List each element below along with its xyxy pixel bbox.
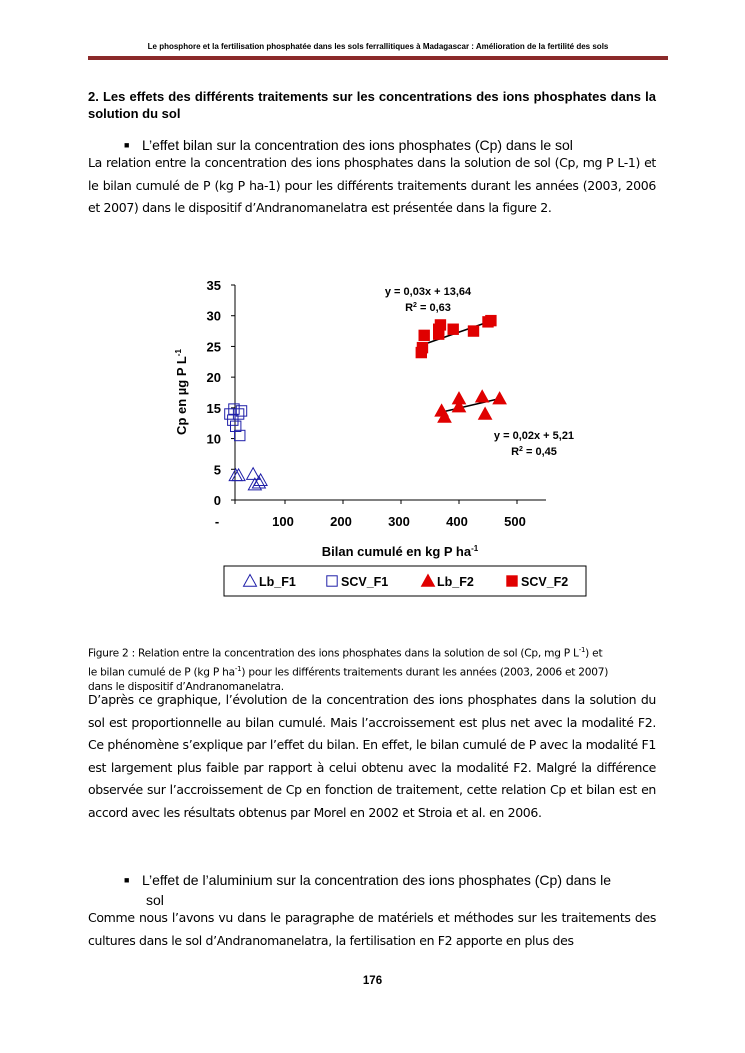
paragraph-analysis: D’après ce graphique, l’évolution de la concentration des ions phosphates dans la solution du sol est proportionnelle au bilan cumulé. Mais l’accroissement est plus net avec la modalité F2. Ce phénomène s’explique par l’effet du bilan. En effet, le bilan cumulé de P avec la modalité F1 est largement plus faible par rapport à celui obtenu avec la modalité F2. Malgré la différence observée sur l’accroissement de Cp en fonction de traitement, cette relation Cp et bilan est en accord avec les résultats obtenus par Morel en 2002 et Stroia et al. en 2006. [88, 692, 656, 820]
legend-label-scv-f2: SCV_F2 [521, 575, 569, 589]
page-number: 176 [362, 975, 383, 987]
legend-marker-scv-f1 [327, 576, 337, 586]
figure-caption [88, 643, 656, 695]
point-lb-f2 [476, 390, 489, 402]
x-tick-label: 300 [388, 514, 410, 529]
square-bullet-icon: ■ [124, 875, 130, 885]
bullet-heading-2-line-1: L’effet de l’aluminium sur la concentration des ions phosphates (Cp) dans le [142, 872, 612, 888]
bullet-heading-1-text: L’effet bilan sur la concentration des ions phosphates (Cp) dans le sol [142, 137, 573, 153]
y-tick-label: 15 [206, 400, 221, 416]
y-tick-label: 30 [206, 308, 221, 324]
legend-label-lb-f2: Lb_F2 [437, 575, 474, 589]
y-tick-label: 10 [206, 431, 221, 447]
x-tick-label: - [214, 514, 220, 529]
r2-label-1: R [405, 302, 414, 314]
x-axis-title: Bilan cumulé en kg P $ha^{-1}$ [321, 544, 479, 559]
point-lb-f2 [479, 408, 492, 420]
x-tick-label: 200 [330, 514, 352, 529]
trendline-r2-2: $R^2 = 0,45$ [511, 446, 557, 458]
trendline-r2-1: $R^2 = 0,63$ [405, 302, 451, 314]
y-tick-label: 5 [213, 462, 221, 478]
legend-marker-scv-f2 [507, 576, 517, 586]
y-tick-label: 35 [206, 278, 221, 293]
trendline-equation-2: y = 0,02x + 5,21 [493, 430, 575, 442]
paragraph-intro: La relation entre la concentration des ions phosphates dans la solution de sol (Cp, mg P L-1) et le bilan cumulé de P (kg P ha-1) pour les différents traitements durant les années (2003, 2006 et 2007) dans le dispositif d’Andranomanelatra est présentée dans la figure 2. [88, 155, 656, 215]
y-tick-label: 25 [206, 339, 221, 355]
running-header: Le phosphore et la fertilisation phosphatée dans les sols ferrallitiques à Madagascar : Amélioration de la fertilité des sols [147, 42, 609, 51]
chart-points [225, 315, 506, 489]
bullet-heading-2 [124, 870, 656, 910]
point-lb-f2 [493, 392, 506, 404]
x-tick-label: 500 [504, 514, 526, 529]
x-tick-label: 400 [446, 514, 468, 529]
trendline-2 [442, 399, 500, 413]
r2-label-2: R [511, 446, 520, 458]
point-scv-f2 [417, 342, 427, 352]
section-title: 2. Les effets des différents traitements sur les concentrations des ions phosphates dans la solution du sol [88, 89, 656, 121]
point-scv-f2 [435, 320, 445, 330]
point-scv-f1 [236, 406, 246, 416]
point-scv-f2 [419, 330, 429, 340]
trendline-equation-1: y = 0,03x + 13,64 [384, 286, 472, 298]
paragraph-aluminium: Comme nous l’avons vu dans le paragraphe de matériels et méthodes sur les traitements des cultures dans le sol d’Andranomanelatra, la fertilisation en F2 apporte en plus des [88, 910, 656, 948]
point-scv-f2 [448, 324, 458, 334]
caption-line-1: Figure 2 : Relation entre la concentration des ions phosphates dans la solution de sol (Cp, mg P $L^{-1}$) et [88, 646, 603, 660]
caption-line-2: le bilan cumulé de P (kg P $ha^{-1}$) pour les différents traitements durant les années (2003, 2006 et 2007) [88, 664, 609, 679]
legend-label-scv-f1: SCV_F1 [341, 575, 389, 589]
y-tick-label: 20 [206, 370, 221, 386]
point-scv-f2 [468, 326, 478, 336]
bullet-heading-2-line-2: sol [146, 892, 164, 908]
x-tick-label: 100 [272, 514, 294, 529]
caption-line-3: dans le dispositif d’Andranomanelatra. [88, 681, 284, 694]
r2-value-1: = 0,63 [416, 302, 451, 314]
point-scv-f1 [235, 430, 245, 440]
square-bullet-icon: ■ [124, 140, 130, 150]
y-axis-title: Cp en µg P $L^{-1}$ [174, 349, 189, 435]
r2-value-2: = 0,45 [522, 446, 557, 458]
point-scv-f2 [486, 315, 496, 325]
legend-label-lb-f1: Lb_F1 [259, 575, 296, 589]
y-tick-label: 0 [213, 493, 221, 508]
